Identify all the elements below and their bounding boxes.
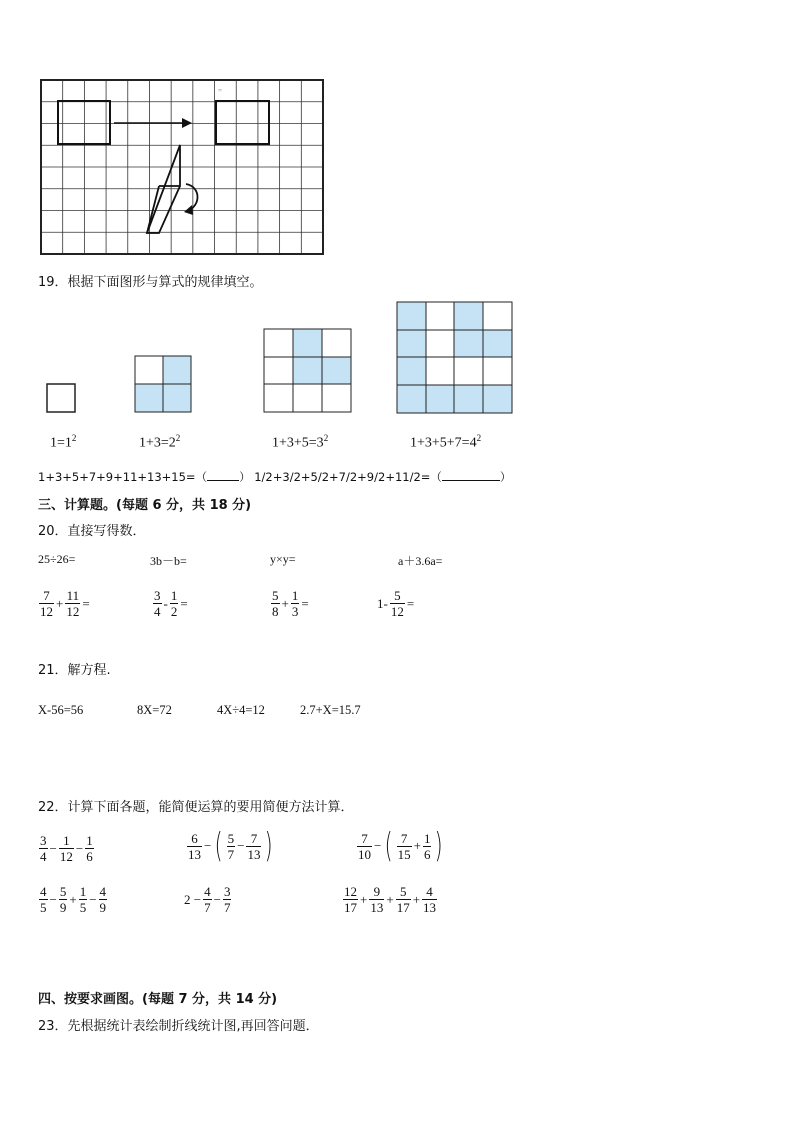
formula-2: $1+3=2^2$ xyxy=(139,433,181,451)
q21-title: 21．解方程. xyxy=(38,663,111,678)
rotation-arrow-head xyxy=(184,205,193,215)
q19-fill-line: 1+3+5+7+9+11+13+15=（ ） 1/2+3/2+5/2+7/2+9/2+11/2=（ ） xyxy=(38,470,512,484)
square-pattern-2 xyxy=(134,355,194,415)
q20-frac-expr-4: 1- $\frac{5}{12}$ = xyxy=(377,588,415,619)
q20-item-3: y×y= xyxy=(270,552,296,566)
translation-arrow-head xyxy=(182,118,192,128)
q23-title: 23．先根据统计表绘制折线统计图,再回答问题． xyxy=(38,1019,319,1034)
q22-expr-6: $\frac{12}{17}$ + $\frac{9}{13}$ + $\frac{5}{17}$ + $\frac{4}{13}$ xyxy=(344,884,437,915)
q21-eq-3: 4X÷4=12 xyxy=(217,703,265,717)
q22-expr-4: $\frac{4}{5}$ − $\frac{5}{9}$ + $\frac{1}{5}$ − $\frac{4}{9}$ xyxy=(40,884,107,915)
q22-expr-5: 2 − $\frac{4}{7}$ − $\frac{3}{7}$ xyxy=(184,884,231,915)
q20-item-4: a＋3.6a= xyxy=(398,554,443,568)
square-pattern-3 xyxy=(263,328,353,414)
svg-text:ꟸ: ꟸ xyxy=(218,88,223,96)
q20-item-1: 25÷26= xyxy=(38,552,76,566)
q22-expr-3: $\frac{7}{10}$ − ( $\frac{7}{15}$ + $\frac{1}{6}$ ) xyxy=(358,826,444,866)
section-3-title: 三、计算题。(每题 6 分，共 18 分) xyxy=(38,498,252,513)
grid-lines xyxy=(41,80,323,254)
q21-eq-4: 2.7+X=15.7 xyxy=(300,703,361,717)
blank-b[interactable] xyxy=(442,480,500,481)
transform-grid-figure xyxy=(40,79,326,257)
q20-frac-expr-2: $\frac{3}{4}$ - $\frac{1}{2}$ = xyxy=(154,588,188,619)
q20-item-2: 3b－b= xyxy=(150,554,187,568)
square-pattern-4 xyxy=(396,301,514,415)
formula-1: $1=1^2$ xyxy=(50,433,77,451)
formula-3: $1+3+5=3^2$ xyxy=(272,433,329,451)
q19-title: 19．根据下面图形与算式的规律填空。 xyxy=(38,275,263,290)
q22-title: 22．计算下面各题，能简便运算的要用简便方法计算． xyxy=(38,800,354,815)
q20-frac-expr-1: $\frac{7}{12}$ + $\frac{11}{12}$ = xyxy=(40,588,90,619)
formula-4: $1+3+5+7=4^2$ xyxy=(410,433,482,451)
section-4-title: 四、按要求画图。(每题 7 分，共 14 分) xyxy=(38,992,278,1007)
blank-a[interactable] xyxy=(207,480,239,481)
q21-eq-1: X-56=56 xyxy=(38,703,84,717)
q22-expr-1: $\frac{3}{4}$ − $\frac{1}{12}$ − $\frac{1}{6}$ xyxy=(40,833,93,864)
q21-eq-2: 8X=72 xyxy=(137,703,172,717)
q22-expr-2: $\frac{6}{13}$ − ( $\frac{5}{7}$ − $\frac{7}{13}$ ) xyxy=(188,826,274,866)
square-pattern-1 xyxy=(46,383,78,415)
translated-rectangle xyxy=(216,101,269,144)
q20-title: 20．直接写得数． xyxy=(38,524,146,539)
q20-frac-expr-3: $\frac{5}{8}$ + $\frac{1}{3}$ = xyxy=(272,588,309,619)
